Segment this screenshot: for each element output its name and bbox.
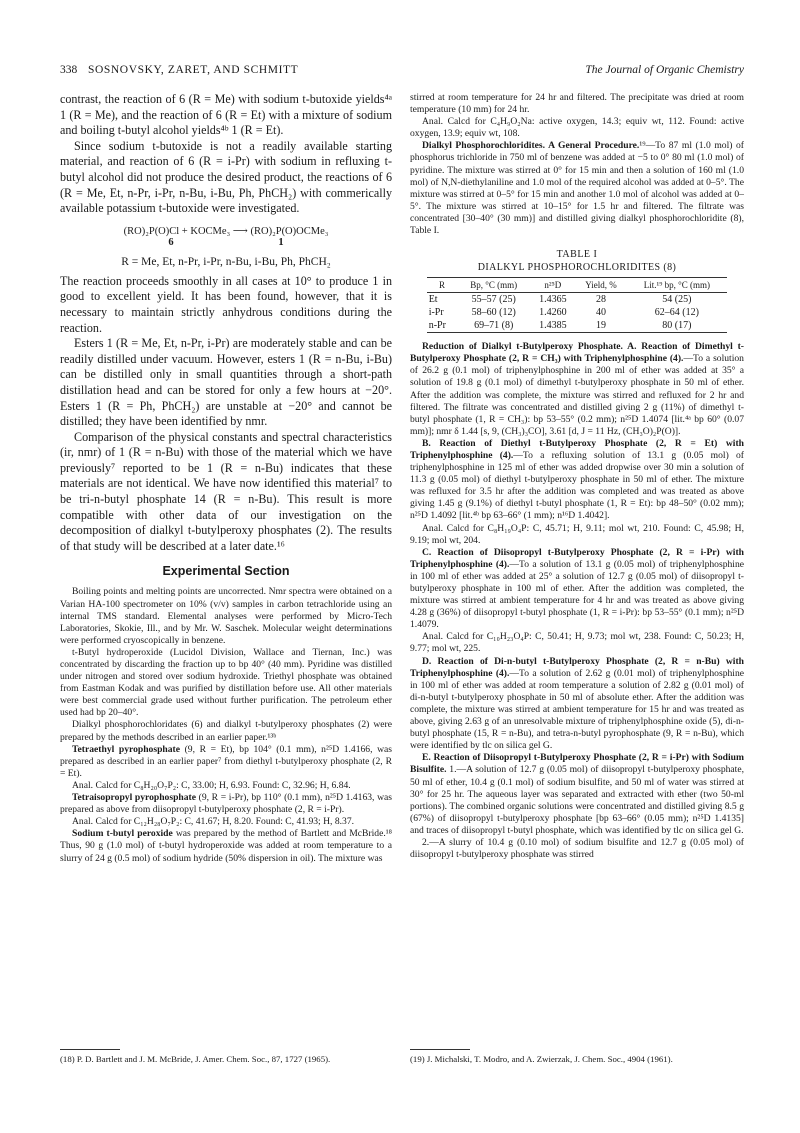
footnote-rule [60,1049,120,1050]
table-row [427,319,728,333]
paragraph-text: (9, R = Et), bp 104° (0.1 mm), n²⁵D 1.4166, was prepared as described in an earlier paper⁷ from diethyl t-butylperoxy phosphate (2, R = Et). [60,743,392,779]
column-header: n²⁵D [530,278,575,293]
paragraph-text: was prepared by the method of Bartlett and McBride.¹⁸ Thus, 90 g (1.0 mol) of t-butyl hydroperoxide was added at room temperature to a slurry of 24 g (0.5 mol) of sodium hydride (50% dispersion in oil). The mixture was [60,828,392,864]
table-title: TABLE I [556,249,598,261]
table-cell: i-Pr [428,307,444,319]
paragraph-text: (9, R = i-Pr), bp 110° (0.1 mm), n²⁵D 1.4163, was prepared as above from diisopropyl t-butylperoxy phosphate (2, R = i-Pr). [60,792,392,816]
paragraph-text: ¹⁹—To 87 ml (1.0 mol) of phosphorus trichloride in 750 ml of benzene was added at −5 to 0° 80 ml (1.0 mol) of pyridine. The mixture was stirred at 0° for 15 min and then a solution of 160 ml (1.0 mol) of N,N-diethylaniline and 1.0 mol of the required alcohol was added at 0–5°. The mixture was stirred at 0–5° for 15 min and another 1.0 mol of alcohol was added at 0–5°. The mixture was stirred at 10–15° for 1.5 hr and filtered. The filtrate was concentrated [30–40° (30 mm)] and distilled giving dialkyl phosphorochloridite (8), Table I. [410,140,744,237]
paragraph-text: —To a solution of 2.62 g (0.01 mol) of triphenylphosphine in 100 ml of ether was added at room temperature a solution of 2.82 g (0.01 mol) of di-n-butyl t-butylperoxy phosphate in 50 ml of absolute ether. After the addition was complete, the mixture was stirred at ambient temperature for 15 hr and was treated as above, giving 2.63 g of an unresolvable mixture of triphenylphosphine oxide (5), di-n-butyl phosphate (15, R = n-Bu), and tetra-n-butyl pyrophosphate (9, R = n-Bu), which were identified by tlc on silica gel G. [410,667,744,752]
experimental-paragraph [60,792,392,816]
table-cell: 1.4385 [530,319,575,333]
table-cell: 1.4260 [539,307,567,319]
equation-substituents: R = Me, Et, n-Pr, i-Pr, n-Bu, i-Bu, Ph, PhCH₂ [121,255,331,268]
journal-name: The Journal of Organic Chemistry [585,64,744,76]
right-column [410,92,744,861]
compound-heading: Sodium t-butyl peroxide [72,828,173,840]
equation-compound-numbers [116,237,336,248]
analysis-line: Anal. Calcd for C₈H₂₀O₇P₂: C, 33.00; H, 6.93. Found: C, 32.96; H, 6.84. [72,779,351,791]
page-number: 338 [60,64,78,76]
experimental-paragraph [60,828,392,864]
table-row [427,293,728,307]
left-column [60,92,392,865]
table-cell: n-Pr [427,319,457,333]
compound-number: 1 [278,236,284,248]
table-subtitle: DIALKYL PHOSPHOROCHLORIDITES (8) [477,262,677,274]
table-header-row [427,278,728,293]
analysis-line: Anal. Calcd for C₈H₁₉O₄P: C, 45.71; H, 9.11; mol wt, 210. Found: C, 45.98; H, 9.19; mol wt, 204. [410,522,744,546]
analysis-line: Anal. Calcd for C₄H₉O₂Na: active oxygen, 14.3; equiv wt, 112. Found: active oxygen, 13.9; equiv wt, 108. [410,116,744,140]
column-header: R [427,278,457,293]
table-cell: 54 (25) [662,294,692,306]
procedure-heading: D. Reaction of Di-n-butyl t-Butylperoxy Phosphate (2, R = n-Bu) with Triphenylphosphine (4). [410,655,744,679]
table-cell: 19 [575,319,626,333]
column-header: Yield, % [575,278,626,293]
paragraph: contrast, the reaction of 6 (R = Me) with sodium t-butoxide yields⁴ᵃ 1 (R = Me), and the reaction of 6 (R = Et) with a mixture of sodium and boiling t-butyl alcohol yields⁴ᵇ 1 (R = Et). [60,92,392,138]
column-header: Bp, °C (mm) [457,278,530,293]
table-cell: 28 [595,294,606,306]
paragraph: Esters 1 (R = Me, Et, n-Pr, i-Pr) are moderately stable and can be readily distilled under vacuum. However, esters 1 (R = n-Bu, i-Bu) can be distilled only in small quantities through a short-path distillation head and can be stored for only a few hours at −20°. Esters 1 (R = Ph, PhCH₂) are unstable at −20° and cannot be distilled; they have been identified by nmr. [60,336,392,429]
table-cell: 69–71 (8) [457,319,530,333]
compound-heading: Tetraethyl pyrophosphate [72,743,181,755]
table-cell: 55–57 (25) [471,294,516,306]
table-cell: Et [428,294,438,306]
paragraph-text: 1.—A solution of 12.7 g (0.05 mol) of diisopropyl t-butylperoxy phosphate, 50 ml of ether, 10.4 g (0.1 mol) of sodium bisulfite, and 50 ml of water was stirred at 30° for 25 hr. The aqueous layer was separated and extracted with ether (two 50-ml portions). The combined organic solutions were concentrated and distilled giving 8.5 g (67%) of diisopropyl t-butylperoxy phosphate [bp 63–66° (0.05 mm); n²⁵D 1.4135] and traces of diisopropyl t-butyl phosphate, which was identified by tlc on silica gel G. [410,764,744,836]
experimental-paragraph [410,341,744,438]
procedure-heading: C. Reaction of Diisopropyl t-Butylperoxy Phosphate (2, R = i-Pr) with Triphenylphosphine (4). [410,546,744,570]
paragraph: Since sodium t-butoxide is not a readily available starting material, and reaction of 6 (R = i-Pr) with sodium in refluxing t-butyl alcohol did not produce the desired product, the reactions of 6 (R = Me, Et, n-Pr, i-Pr, n-Bu, i-Bu, Ph, PhCH₂) with commerically available potassium t-butoxide were investigated. [60,138,392,216]
experimental-paragraph: Dialkyl phosphorochloridates (6) and dialkyl t-butylperoxy phosphates (2) were prepared by the methods described in an earlier paper.¹³ᵇ [60,719,392,743]
equation-line: (RO)₂P(O)Cl + KOCMe₃ ⟶ (RO)₂P(O)OCMe₃ [123,225,329,237]
procedure-heading: Dialkyl Phosphorochloridites. A General Procedure. [422,140,640,152]
footnote: (19) J. Michalski, T. Modro, and A. Zwierzak, J. Chem. Soc., 4904 (1961). [410,1054,673,1064]
paragraph-text: —To a solution of 26.2 g (0.1 mol) of triphenylphosphine in 200 ml of ether was added at 35° a solution of 19.8 g (0.1 mol) of dimethyl t-butylperoxy phosphate in 50 ml of ether. After the addition was complete, the mixture was stirred and refluxed for 2 hr and filtered. The filtrate was concentrated and distilled giving 2 g (11%) of dimethyl t-butyl phosphate (1, R = CH₃): bp 53–55° (0.2 mm); n²⁵D 1.4074 [lit.⁴ᵃ bp 60° (0.07 mm)]; nmr δ 1.44 [s, 9, (CH₃)₃CO], 3.61 [d, J = 11 Hz, (CH₃O)₂P(O)]. [410,353,744,437]
table-cell: 58–60 (12) [471,307,516,319]
compound-heading: Tetraisopropyl pyrophosphate [72,792,197,804]
compound-number: 6 [168,236,174,248]
experimental-paragraph [410,547,744,632]
column-header: Lit.¹⁹ bp, °C (mm) [626,278,727,293]
experimental-paragraph [410,140,744,237]
experimental-paragraph: stirred at room temperature for 24 hr and filtered. The precipitate was dried at room temperature (10 mm) for 24 hr. [410,92,744,116]
experimental-paragraph: 2.—A slurry of 10.4 g (0.10 mol) of sodium bisulfite and 12.7 g (0.05 mol) of diisopropyl t-butylperoxy phosphate was stirred [410,836,744,861]
experimental-paragraph: Boiling points and melting points are uncorrected. Nmr spectra were obtained on a Varian HA-100 spectrometer on 10% (v/v) samples in carbon tetrachloride using an internal TMS standard. Elemental analyses were performed by Micro-Tech Laboratories, Skokie, Ill., and by Mr. W. Saschek. Molecular weight determinations were performed cryoscopically in benzene. [60,586,392,646]
running-authors: SOSNOVSKY, ZARET, AND SCHMITT [88,64,299,76]
experimental-paragraph [60,744,392,780]
experimental-paragraph: t-Butyl hydroperoxide (Lucidol Division, Wallace and Tiernan, Inc.) was concentrated by discarding the fraction up to bp 40° (40 mm). Pyridine was distilled under nitrogen and stored over sodium hydroxide. Triethyl phosphate was obtained from Eastman Kodak and was purified by distillation before use. All other materials were best commercial grade used without further purification. The petroleum ether used had bp 20–40°. [60,646,392,719]
procedure-heading: Reduction of Dialkyl t-Butylperoxy Phosphate. A. Reaction of Dimethyl t-Butylperoxy Phosphate (2, R = CH₃) with Triphenylphosphine (4). [410,341,744,365]
analysis-line: Anal. Calcd for C₁₀H₂₃O₄P: C, 50.41; H, 9.73; mol wt, 238. Found: C, 50.23; H, 9.77; mol wt, 225. [410,631,744,655]
paragraph-text: —To a refluxing solution of 13.1 g (0.05 mol) of triphenylphosphine in 125 ml of ether was added dropwise over 30 min a solution of 11.3 g (0.05 mol) of diethyl t-butylperoxy phosphate in 50 ml of ether. The mixture was refluxed for 3.5 hr after the addition was completed and was treated as above giving 1.45 g (9.1%) of diethyl t-butyl phosphate (1, R = Et): bp 48–50° (0.02 mm); n²⁵D 1.4092 [lit.⁴ᵇ bp 63–66° (1 mm); n¹⁶D 1.4042]. [410,449,744,522]
table-row [427,306,728,319]
paragraph-text: —To a solution of 13.1 g (0.05 mol) of triphenylphosphine in 100 ml of ether was added at 25° a solution of 12.7 g (0.05 mol) of diisopropyl t-butylperoxy phosphate in 100 ml of ether. After the addition was completed, the mixture was stirred at ambient temperature for 4 hr and was treated as above giving 4.28 g (36%) of diisopropyl t-butyl phosphate (1, R = i-Pr): bp 53–55° (0.1 mm); n²⁵D 1.4079. [410,558,744,631]
data-table [427,277,728,333]
procedure-heading: B. Reaction of Diethyl t-Butylperoxy Phosphate (2, R = Et) with Triphenylphosphine (4). [410,437,744,461]
experimental-paragraph [410,656,744,753]
footnote: (18) P. D. Bartlett and J. M. McBride, J. Amer. Chem. Soc., 87, 1727 (1965). [60,1054,331,1064]
section-title: Experimental Section [162,564,290,579]
procedure-heading: E. Reaction of Diisopropyl t-Butylperoxy Phosphate (2, R = i-Pr) with Sodium Bisulfite. [410,752,744,776]
table-cell: 1.4365 [539,294,567,306]
reaction-equation [60,225,392,268]
experimental-paragraph [410,752,744,837]
experimental-paragraph [410,438,744,523]
table-cell: 80 (17) [626,319,727,333]
table-cell: 62–64 (12) [654,307,699,319]
analysis-line: Anal. Calcd for C₁₂H₂₈O₇P₂: C, 41.67; H, 8.20. Found: C, 41.93; H, 8.37. [72,816,355,828]
paragraph: Comparison of the physical constants and spectral characteristics (ir, nmr) of 1 (R = n-Bu) with those of the material which we have previously⁷ reported to be 1 (R = n-Bu) indicates that these materials are not identical. We have now identified this material⁷ to be tri-n-butyl phosphate 14 (R = n-Bu). This result is more compatible with other data of our investigation on the decomposition of dialkyl t-butylperoxy phosphates (2). The results of that study will be described at a later date.¹⁶ [60,429,392,553]
running-header [60,64,744,80]
paragraph: The reaction proceeds smoothly in all cases at 10° to produce 1 in good to excellent yield. It has been found, however, that it is necessary to maintain strictly anhydrous conditions during the reaction. [60,273,392,335]
table-cell: 40 [595,307,606,319]
footnote-rule [410,1049,470,1050]
